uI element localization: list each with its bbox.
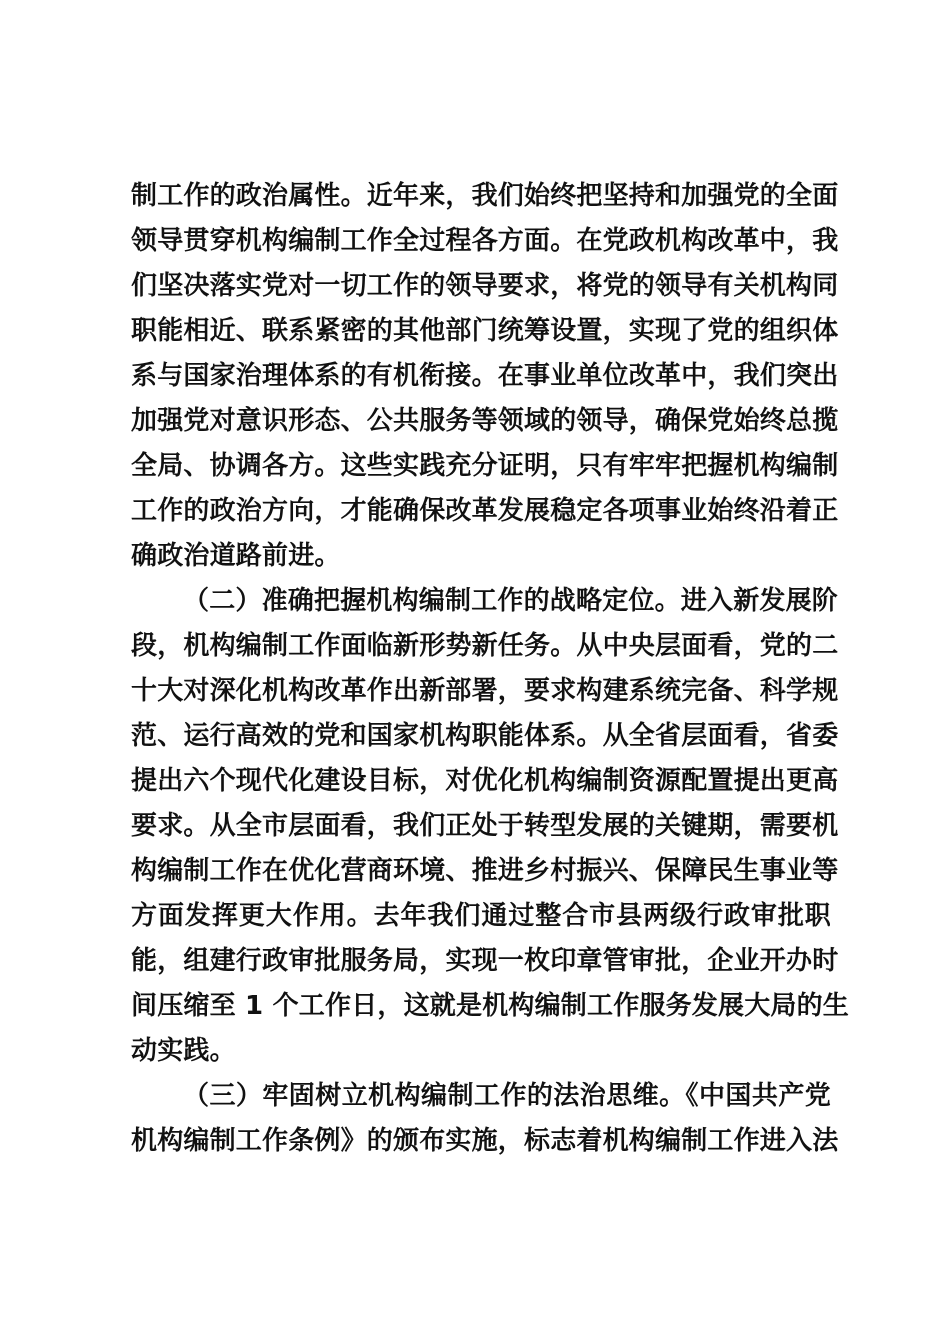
text-line: 职能相近、联系紧密的其他部门统筹设置，实现了党的组织体 [131,316,839,346]
paragraph-heading-3: （三）牢固树立机构编制工作的法治思维。《中国共产党 [183,1081,831,1111]
text-line: 制工作的政治属性。近年来，我们始终把坚持和加强党的全面 [131,181,839,211]
text-line: 提出六个现代化建设目标，对优化机构编制资源配置提出更高 [131,766,839,796]
text-line: 能，组建行政审批服务局，实现一枚印章管审批，企业开办时 [131,946,839,976]
text-line: 们坚决落实党对一切工作的领导要求，将党的领导有关机构同 [131,271,839,301]
text-line: 加强党对意识形态、公共服务等领域的领导，确保党始终总揽 [131,406,839,436]
text-line: 方面发挥更大作用。去年我们通过整合市县两级行政审批职 [131,901,831,931]
text-line: 范、运行高效的党和国家机构职能体系。从全省层面看，省委 [131,721,839,751]
text-line: 系与国家治理体系的有机衔接。在事业单位改革中，我们突出 [131,361,839,391]
body-text [131,174,849,1164]
text-line: 构编制工作在优化营商环境、推进乡村振兴、保障民生事业等 [131,856,839,886]
text-line: 工作的政治方向，才能确保改革发展稳定各项事业始终沿着正 [131,496,839,526]
text-line: 要求。从全市层面看，我们正处于转型发展的关键期，需要机 [131,811,839,841]
text-line: 全局、协调各方。这些实践充分证明，只有牢牢把握机构编制 [131,451,839,481]
text-line: 机构编制工作条例》的颁布实施，标志着机构编制工作进入法 [131,1126,839,1156]
text-line: 确政治道路前进。 [131,541,341,571]
text-line: 动实践。 [131,1036,236,1066]
text-line: 十大对深化机构改革作出新部署，要求构建系统完备、科学规 [131,676,839,706]
text-line: 领导贯穿机构编制工作全过程各方面。在党政机构改革中，我 [131,226,839,256]
paragraph-heading-2: （二）准确把握机构编制工作的战略定位。进入新发展阶 [183,586,839,616]
text-line: 段，机构编制工作面临新形势新任务。从中央层面看，党的二 [131,631,839,661]
text-line: 间压缩至 1 个工作日，这就是机构编制工作服务发展大局的生 [131,991,849,1021]
